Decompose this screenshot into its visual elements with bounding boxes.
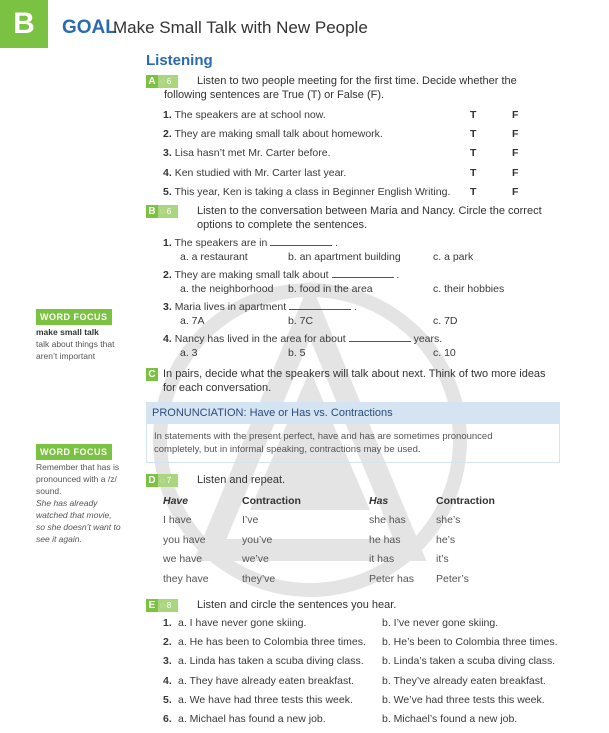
word-focus-tag: WORD FOCUS [36, 309, 112, 325]
item-number: 1. [163, 237, 172, 249]
item-number: 1. [163, 617, 172, 629]
pronunciation-text: In statements with the present perfect, have and has are sometimes pronounced completely, but in informal speaking, contractions may be used. [154, 431, 493, 455]
exercise-e-badge: E ◌ 8 [146, 599, 178, 612]
sentence-option-b[interactable]: b. I’ve never gone skiing. [382, 617, 499, 629]
question-text: Nancy has lived in the area for about [174, 333, 346, 345]
item-number: 2. [163, 636, 172, 649]
item-number: 5. [163, 693, 172, 706]
table-header: Contraction [436, 495, 495, 507]
table-header: Have [163, 495, 189, 507]
false-option[interactable]: F [512, 128, 519, 141]
table-cell: I’ve [242, 514, 259, 526]
sentence-option-b[interactable]: b. We’ve had three tests this week. [382, 693, 545, 706]
item-number: 3. [163, 147, 172, 160]
word-focus-1-body: make small talk talk about things that aren’t important [36, 327, 115, 361]
table-cell: they have [163, 572, 209, 585]
statement-row [163, 186, 450, 198]
exercise-d-instruction: Listen and repeat. [197, 474, 286, 486]
table-cell: he has [369, 533, 401, 546]
answer-option-c[interactable]: c. their hobbies [433, 283, 505, 295]
answer-blank [270, 244, 332, 246]
statement-text: Lisa hasn’t met Mr. Carter before. [174, 147, 331, 160]
table-cell: you’ve [242, 533, 273, 546]
goal-label: GOAL [62, 17, 117, 38]
answer-blank [349, 340, 411, 342]
question-row [163, 237, 338, 249]
table-cell: she’s [436, 514, 461, 526]
audio-icon: ◌ 8 [158, 599, 178, 612]
answer-option-b[interactable]: b. food in the area [288, 283, 373, 295]
table-cell: they’ve [242, 572, 276, 585]
table-cell: Peter has [369, 572, 414, 585]
table-cell: I have [163, 514, 192, 526]
answer-option-a[interactable]: a. a restaurant [180, 251, 248, 263]
pronunciation-title: PRONUNCIATION: Have or Has vs. Contractions [152, 407, 393, 419]
audio-icon: ◌ 6 [158, 75, 178, 88]
statement-row [163, 128, 383, 140]
exercise-b-badge: B ◌ 6 [146, 205, 178, 218]
question-end: years. [413, 333, 443, 345]
answer-option-a[interactable]: a. the neighborhood [180, 283, 274, 295]
question-row [163, 333, 442, 345]
table-cell: Peter’s [436, 572, 469, 585]
section-title: Listening [146, 52, 213, 69]
exercise-b-instruction: Listen to the conversation between Maria and Nancy. Circle the correct options to complete the sentences. [197, 205, 542, 231]
sentence-option-a[interactable]: a. He has been to Colombia three times. [178, 636, 366, 649]
false-option[interactable]: F [512, 147, 519, 160]
statement-text: The speakers are at school now. [174, 109, 326, 121]
table-header: Has [369, 495, 389, 507]
table-cell: you have [163, 533, 206, 546]
audio-icon: ◌ 6 [158, 205, 178, 218]
item-number: 3. [163, 655, 172, 668]
answer-blank [332, 276, 394, 278]
answer-option-b[interactable]: b. 7C [288, 315, 314, 327]
answer-option-c[interactable]: c. a park [433, 251, 474, 263]
item-number: 5. [163, 185, 172, 198]
item-number: 4. [163, 333, 172, 345]
answer-option-c[interactable]: c. 10 [433, 347, 456, 359]
exercise-c-instruction: In pairs, decide what the speakers will talk about next. Think of two more ideas for each conversation. [163, 368, 546, 394]
sentence-option-a[interactable]: a. Linda has taken a scuba diving class. [178, 655, 364, 668]
item-number: 4. [163, 674, 172, 687]
table-cell: we have [163, 553, 203, 565]
sentence-option-b[interactable]: b. They’ve already eaten breakfast. [382, 674, 546, 687]
answer-option-a[interactable]: a. 7A [180, 315, 205, 327]
statement-row [163, 109, 326, 121]
true-option[interactable]: T [470, 109, 477, 121]
false-option[interactable]: F [512, 185, 519, 198]
answer-option-b[interactable]: b. an apartment building [288, 251, 401, 263]
statement-row [163, 167, 346, 179]
true-option[interactable]: T [470, 147, 477, 160]
false-option[interactable]: F [512, 166, 519, 179]
table-cell: he’s [436, 533, 456, 546]
section-letter-badge: B [0, 0, 48, 48]
table-cell: we’ve [242, 553, 269, 565]
question-end: . [354, 301, 357, 313]
false-option[interactable]: F [512, 109, 519, 121]
item-number: 6. [163, 713, 172, 725]
question-row [163, 301, 357, 313]
exercise-a-badge: A ◌ 6 [146, 75, 178, 88]
statement-row [163, 147, 331, 159]
item-number: 1. [163, 109, 172, 121]
question-text: The speakers are in [174, 237, 268, 249]
true-option[interactable]: T [470, 128, 477, 141]
question-text: They are making small talk about [174, 269, 329, 281]
sentence-option-a[interactable]: a. I have never gone skiing. [178, 617, 307, 629]
item-number: 2. [163, 269, 172, 281]
statement-text: This year, Ken is taking a class in Beginner English Writing. [174, 185, 451, 198]
question-end: . [396, 269, 400, 281]
table-header: Contraction [242, 495, 301, 507]
sentence-option-a[interactable]: a. Michael has found a new job. [178, 713, 326, 725]
exercise-c-badge: C [146, 368, 158, 381]
question-row [163, 269, 399, 281]
item-number: 3. [163, 301, 172, 313]
sentence-option-a[interactable]: a. They have already eaten breakfast. [178, 674, 355, 687]
exercise-e-instruction: Listen and circle the sentences you hear. [197, 599, 397, 611]
question-end: . [335, 237, 339, 249]
sentence-option-b[interactable]: b. Linda’s taken a scuba diving class. [382, 655, 556, 668]
answer-option-a[interactable]: a. 3 [180, 347, 198, 359]
word-focus-2-body: Remember that has is pronounced with a /z/ sound. She has already watched that movie, so she doesn’t want to see it again. [36, 462, 121, 544]
exercise-a-instruction: Listen to two people meeting for the first time. Decide whether the following sentences are True (T) or False (F). [164, 75, 517, 101]
table-cell: she has [369, 514, 406, 526]
item-number: 2. [163, 128, 172, 141]
table-cell: it has [369, 553, 395, 565]
sentence-option-b[interactable]: b. He’s been to Colombia three times. [382, 636, 558, 649]
statement-text: They are making small talk about homework. [174, 128, 383, 141]
answer-option-c[interactable]: c. 7D [433, 315, 458, 327]
sentence-option-a[interactable]: a. We have had three tests this week. [178, 693, 353, 706]
goal-text: Make Small Talk with New People [113, 18, 368, 37]
item-number: 4. [163, 166, 172, 179]
answer-option-b[interactable]: b. 5 [288, 347, 306, 359]
answer-blank [289, 308, 351, 310]
sentence-option-b[interactable]: b. Michael’s found a new job. [382, 713, 518, 725]
table-cell: it’s [436, 553, 449, 565]
true-option[interactable]: T [470, 166, 477, 179]
statement-text: Ken studied with Mr. Carter last year. [174, 166, 347, 179]
audio-icon: ◌ 7 [158, 474, 178, 487]
word-focus-tag: WORD FOCUS [36, 444, 112, 460]
question-text: Maria lives in apartment [174, 301, 287, 313]
true-option[interactable]: T [470, 185, 477, 198]
exercise-d-badge: D ◌ 7 [146, 474, 178, 487]
